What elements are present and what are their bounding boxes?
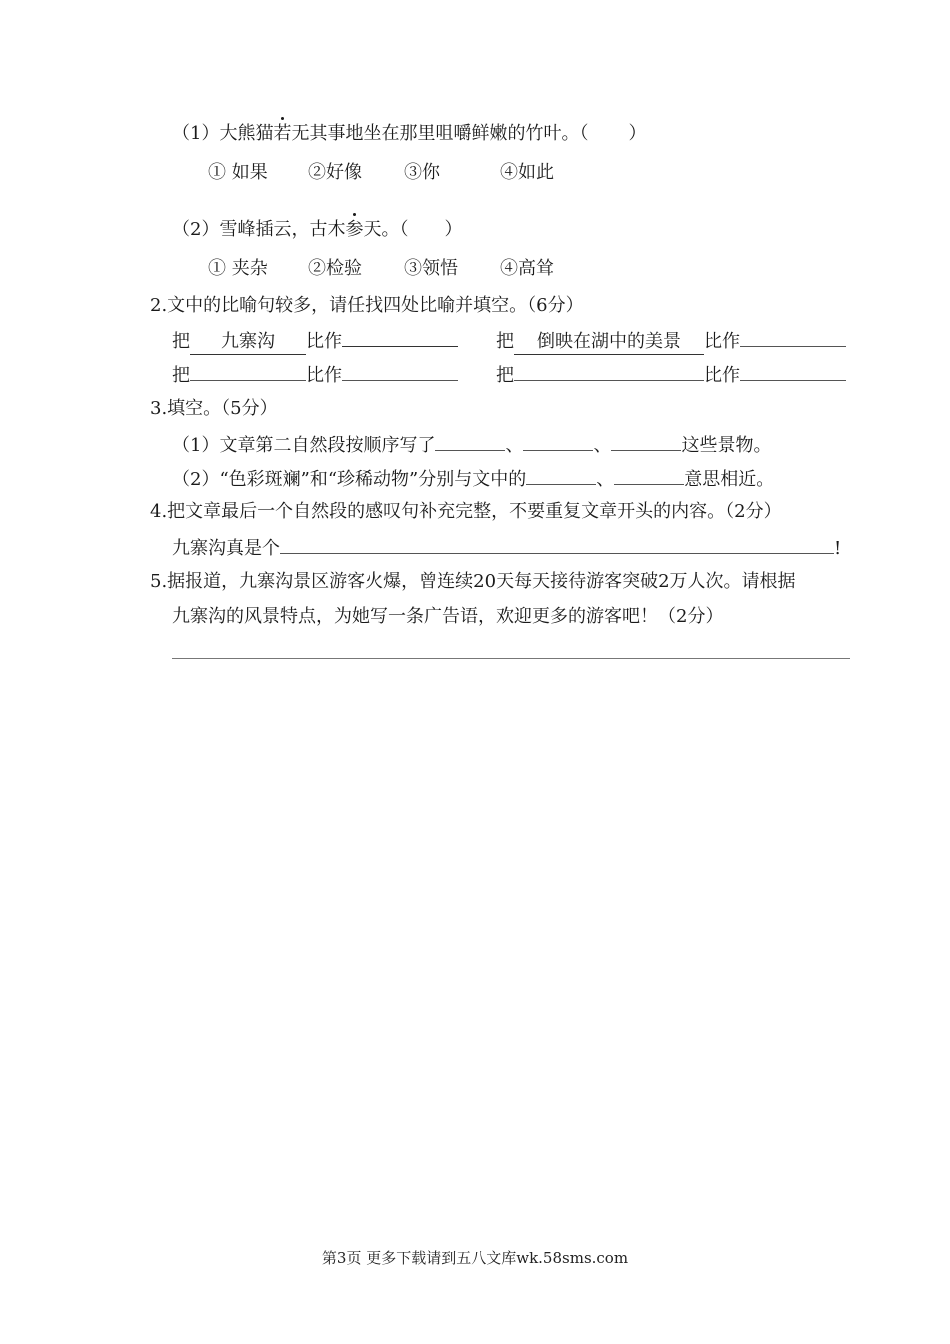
q3-separator: 、 bbox=[596, 469, 615, 490]
q2-ba-label: 把 bbox=[172, 331, 190, 352]
q1-sub2-prefix: （2）雪峰插云，古木 bbox=[172, 219, 346, 240]
q3-sub1 bbox=[172, 432, 771, 458]
q2-filled-answer-1[interactable]: 九寨沟 bbox=[190, 330, 306, 355]
q2-bizuo-label: 比作 bbox=[306, 365, 342, 386]
q3-separator: 、 bbox=[593, 435, 612, 456]
q3-sub2-blank-2[interactable] bbox=[614, 466, 684, 485]
q2-ba-label: 把 bbox=[496, 365, 514, 386]
q4-prompt: 4.把文章最后一个自然段的感叹句补充完整，不要重复文章开头的内容。（2分） bbox=[150, 501, 782, 522]
q2-prompt: 2.文中的比喻句较多，请任找四处比喻并填空。（6分） bbox=[150, 295, 584, 316]
q1-sub1-question bbox=[172, 122, 646, 146]
q1-sub2-option-1[interactable]: ① 夹杂 bbox=[208, 258, 268, 279]
q3-separator: 、 bbox=[505, 435, 524, 456]
q1-sub2-close: ） bbox=[444, 219, 463, 240]
q1-sub1-prefix: （1）大熊猫 bbox=[172, 123, 274, 144]
q1-sub1-option-4[interactable]: ④如此 bbox=[500, 162, 554, 183]
q1-sub1-options bbox=[208, 161, 554, 185]
q2-blank-1b[interactable] bbox=[342, 328, 458, 347]
q2-bizuo-label: 比作 bbox=[306, 331, 342, 352]
q1-sub2-question bbox=[172, 218, 462, 242]
q5-prompt-line-1: 5.据报道，九寨沟景区游客火爆，曾连续20天每天接待游客突破2万人次。请根据 bbox=[150, 571, 796, 592]
q3-sub1-blank-2[interactable] bbox=[523, 432, 593, 451]
q4-line-prefix: 九寨沟真是个 bbox=[172, 538, 280, 559]
q2-blank-3a[interactable] bbox=[190, 362, 306, 381]
q2-ba-label: 把 bbox=[172, 365, 190, 386]
q2-row-1-left bbox=[172, 328, 458, 355]
q3-sub1-prefix: （1）文章第二自然段按顺序写了 bbox=[172, 435, 436, 456]
q1-sub2-options bbox=[208, 257, 554, 281]
q1-sub1-dotted-char: 若 bbox=[273, 123, 292, 144]
q4-answer-line bbox=[172, 535, 841, 561]
q1-sub1-suffix: 无其事地坐在那里咀嚼鲜嫩的竹叶。（ bbox=[291, 123, 589, 144]
q2-row-2-left bbox=[172, 362, 458, 388]
q1-sub2-option-4[interactable]: ④高耸 bbox=[500, 258, 554, 279]
q2-blank-3b[interactable] bbox=[342, 362, 458, 381]
q1-sub2-dotted-char: 参 bbox=[345, 219, 364, 240]
q3-sub2-blank-1[interactable] bbox=[526, 466, 596, 485]
q2-blank-2b[interactable] bbox=[740, 328, 846, 347]
q4-line-end: ! bbox=[834, 538, 842, 559]
q3-sub1-blank-3[interactable] bbox=[611, 432, 681, 451]
q5-prompt-line-2: 九寨沟的风景特点，为她写一条广告语，欢迎更多的游客吧！（2分） bbox=[172, 606, 724, 627]
q1-sub1-close: ） bbox=[628, 123, 647, 144]
q2-blank-4b[interactable] bbox=[740, 362, 846, 381]
q3-prompt: 3.填空。（5分） bbox=[150, 398, 278, 419]
q1-sub1-option-1[interactable]: ① 如果 bbox=[208, 162, 268, 183]
q3-sub1-suffix: 这些景物。 bbox=[681, 435, 772, 456]
q2-row-1-right bbox=[496, 328, 846, 355]
page-footer: 第3页 更多下载请到五八文库wk.58sms.com bbox=[321, 1249, 629, 1267]
q3-sub2-prefix: （2）“色彩斑斓”和“珍稀动物”分别与文中的 bbox=[172, 469, 527, 490]
q1-sub1-option-2[interactable]: ②好像 bbox=[308, 162, 362, 183]
q5-answer-line[interactable] bbox=[172, 658, 850, 659]
q3-sub2 bbox=[172, 466, 774, 492]
q2-filled-answer-2[interactable]: 倒映在湖中的美景 bbox=[514, 330, 704, 355]
q2-bizuo-label: 比作 bbox=[704, 331, 740, 352]
q2-bizuo-label: 比作 bbox=[704, 365, 740, 386]
q2-ba-label: 把 bbox=[496, 331, 514, 352]
q3-sub1-blank-1[interactable] bbox=[435, 432, 505, 451]
q1-sub2-option-3[interactable]: ③领悟 bbox=[404, 258, 458, 279]
q1-sub2-option-2[interactable]: ②检验 bbox=[308, 258, 362, 279]
q3-sub2-suffix: 意思相近。 bbox=[684, 469, 775, 490]
q2-row-2-right bbox=[496, 362, 846, 388]
q1-sub1-option-3[interactable]: ③你 bbox=[404, 162, 440, 183]
q1-sub2-suffix: 天。（ bbox=[363, 219, 409, 240]
q2-blank-4a[interactable] bbox=[514, 362, 704, 381]
q4-blank[interactable] bbox=[280, 535, 834, 554]
